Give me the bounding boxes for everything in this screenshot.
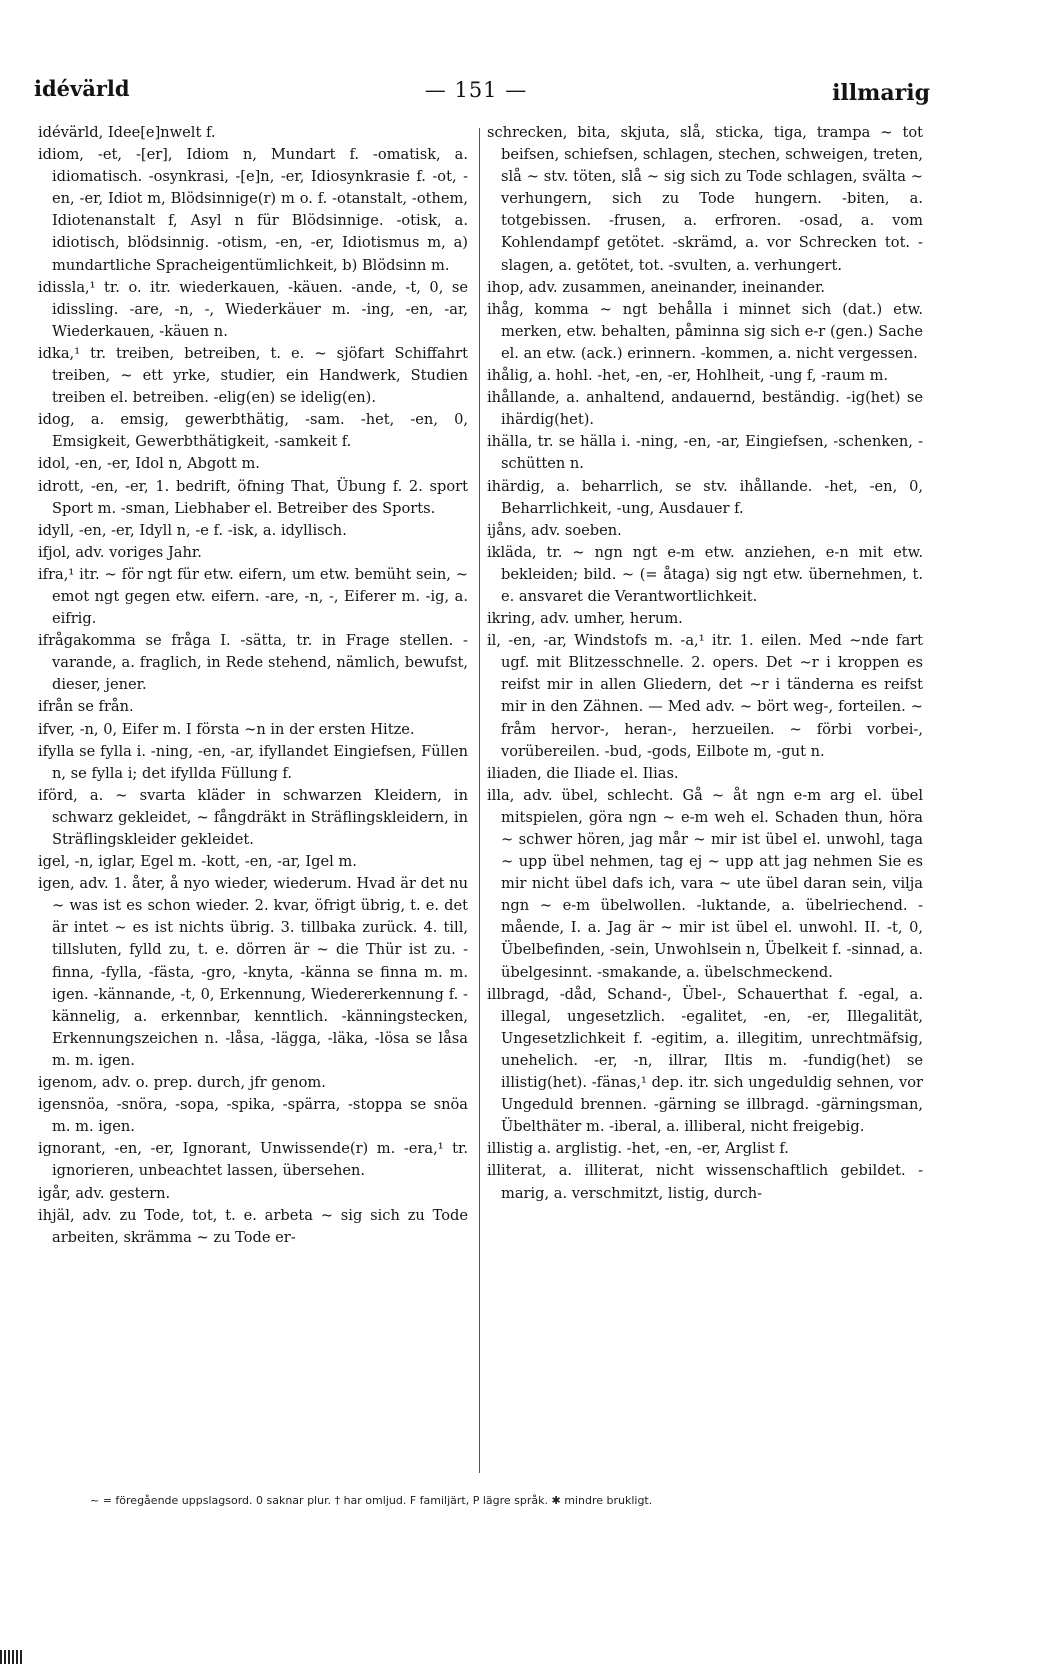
header-first-headword: idévärld <box>34 76 130 101</box>
dictionary-entry: idog, a. emsig, gewerbthätig, -sam. -het, -en, 0, Emsigkeit, Gewerbthätigkeit, -samkeit f. <box>38 411 468 451</box>
dictionary-entry: idévärld, Idee[e]nwelt f. <box>38 124 216 141</box>
dictionary-entry: ifver, -n, 0, Eifer m. I första ~n in der ersten Hitze. <box>38 720 415 738</box>
dictionary-entry: idissla,¹ tr. o. itr. wiederkauen, -käuen. -ande, -t, 0, se idissling. -are, -n, -, Wiederkäuer m. -ing, -en, -ar, Wiederkauen, -käuen n. <box>38 278 468 340</box>
dictionary-entry: ihälla, tr. se hälla i. -ning, -en, -ar, Eingiefsen, -schenken, -schütten n. <box>487 433 923 473</box>
abbreviation-legend: ~ = föregående uppslagsord. 0 saknar plur. † har omljud. F familjärt, P lägre språk. ✱ mindre brukligt. <box>90 1494 653 1507</box>
scan-edge-marks <box>0 1649 60 1663</box>
dictionary-entry: idyll, -en, -er, Idyll n, -e f. -isk, a. idyllisch. <box>38 521 347 539</box>
dictionary-entry: ijåns, adv. soeben. <box>487 521 622 539</box>
dictionary-entry: schrecken, bita, skjuta, slå, sticka, tiga, trampa ~ tot beifsen, schiefsen, schlagen, stechen, schweigen, treten, slå ~ stv. töten, slå ~ sig sich zu Tode schlagen, svälta ~ verhungern, sich zu Tode hungern. -biten, a. totgebissen. -frusen, a. erfroren. -osad, a. vom Kohlendampf getötet. -skrämd, a. vor Schrecken tot. -slagen, a. getötet, tot. -svulten, a. verhungert. <box>487 124 923 274</box>
dictionary-entry: ikläda, tr. ~ ngn ngt e-m etw. anziehen, e-n mit etw. bekleiden; bild. ~ (= åtaga) sig ngt etw. übernehmen, t. e. ansvaret die Verantwortlichkeit. <box>487 543 923 605</box>
dictionary-entry: igensnöa, -snöra, -sopa, -spika, -spärra, -stoppa se snöa m. m. igen. <box>38 1096 468 1136</box>
dictionary-entry: idol, -en, -er, Idol n, Abgott m. <box>38 455 260 473</box>
dictionary-entry: ihop, adv. zusammen, aneinander, ineinander. <box>487 278 825 296</box>
dictionary-entry: illistig a. arglistig. -het, -en, -er, Arglist f. <box>487 1140 789 1158</box>
dictionary-entry: ikring, adv. umher, herum. <box>487 610 683 628</box>
dictionary-entry: ifra,¹ itr. ~ för ngt für etw. eifern, um etw. bemüht sein, ~ emot ngt gegen etw. eifern. -are, -n, -, Eiferer m. -ig, a. eifrig. <box>38 565 468 628</box>
dictionary-entry: ifrån se från. <box>38 698 134 716</box>
dictionary-entry: ifrågakomma se fråga I. -sätta, tr. in Frage stellen. -varande, a. fraglich, in Rede stehend, nämlich, bewufst, dieser, jener. <box>38 632 468 694</box>
dictionary-entry: igenom, adv. o. prep. durch, jfr genom. <box>38 1074 326 1092</box>
dictionary-entry: idiom, -et, -[er], Idiom n, Mundart f. -omatisk, a. idiomatisch. -osynkrasi, -[e]n, -er, Idiosynkrasie f. -ot, -en, -er, Idiot m, Blödsinnige(r) m o. f. -otanstalt, -othem, Idiotenanstalt f, Asyl n für Blödsinnige. -otisk, a. idiotisch, blödsinnig. -otism, -en, -er, Idiotismus m, a) mundartliche Spracheigentümlichkeit, b) Blödsinn m. <box>38 146 468 274</box>
dictionary-entry: ifylla se fylla i. -ning, -en, -ar, ifyllandet Eingiefsen, Füllen n, se fylla i; det ifyllda Füllung f. <box>38 742 468 782</box>
dictionary-entry: ihållande, a. anhaltend, andauernd, beständig. -ig(het) se ihärdig(het). <box>487 389 923 429</box>
dictionary-entry: iliaden, die Iliade el. Ilias. <box>487 764 679 782</box>
dictionary-entry: illiterat, a. illiterat, nicht wissenschaftlich gebildet. -marig, a. verschmitzt, listig, durch- <box>487 1162 923 1202</box>
page-header <box>34 76 930 112</box>
dictionary-entry: illbragd, -dåd, Schand-, Übel-, Schauerthat f. -egal, a. illegal, ungesetzlich. -egalitet, -en, -er, Illegalität, Ungesetzlichkeit f. -egitim, a. illegitim, unrechtmäfsig, unehelich. -er, -n, illrar, Iltis m. -fundig(het) se illistig(het). -fänas,¹ dep. itr. sich ungeduldig sehnen, vor Ungeduld brennen. -gärning se illbragd. -gärningsman, Übelthäter m. -iberal, a. illiberal, nicht freigebig. <box>487 985 923 1136</box>
dictionary-entry: igen, adv. 1. åter, å nyo wieder, wiederum. Hvad är det nu ~ was ist es schon wieder. 2. kvar, öfrigt übrig, t. e. det är intet ~ es ist nichts übrig. 3. tillbaka zurück. 4. till, tillsluten, fylld zu, t. e. dörren är ~ die Thür ist zu. -finna, -fylla, -fästa, -gro, -knyta, -känna se finna m. m. igen. -kännande, -t, 0, Erkennung, Wiedererkennung f. -kännelig, a. erkennbar, kenntlich. -känningstecken, Erkennungszeichen n. -låsa, -lägga, -läka, -lösa se låsa m. m. igen. <box>38 875 468 1069</box>
dictionary-entry: iförd, a. ~ svarta kläder in schwarzen Kleidern, in schwarz gekleidet, ~ fångdräkt in Sträflingskleidern, in Sträflingskleider gekleidet. <box>38 786 468 848</box>
dictionary-entry: ignorant, -en, -er, Ignorant, Unwissende(r) m. -era,¹ tr. ignorieren, unbeachtet lassen, übersehen. <box>38 1140 468 1180</box>
column-divider <box>479 128 480 1473</box>
dictionary-entry: igel, -n, iglar, Egel m. -kott, -en, -ar, Igel m. <box>38 853 357 871</box>
dictionary-entry: ihålig, a. hohl. -het, -en, -er, Hohlheit, -ung f, -raum m. <box>487 367 889 385</box>
dictionary-entry: ihjäl, adv. zu Tode, tot, t. e. arbeta ~ sig sich zu Tode arbeiten, skrämma ~ zu Tode er- <box>38 1206 468 1246</box>
page-number: — 151 — <box>424 78 528 102</box>
dictionary-entry: illa, adv. übel, schlecht. Gå ~ åt ngn e-m arg el. übel mitspielen, göra ngn ~ e-m weh el. Schaden thun, höra ~ schwer hören, jag mår ~ mir ist übel el. unwohl, taga ~ upp übel nehmen, tag ej ~ upp att jag nehmen Sie es mir nicht übel dafs ich, vara ~ ute übel daran sein, vilja ngn ~ e-m übelwollen. -luktande, a. übelriechend. -mående, I. a. Jag är ~ mir ist übel el. unwohl. II. -t, 0, Übelbefinden, -sein, Unwohlsein n, Übelkeit f. -sinnad, a. übelgesinnt. -smakande, a. übelschmeckend. <box>487 786 923 981</box>
dictionary-entry: ihåg, komma ~ ngt behålla i minnet sich (dat.) etw. merken, etw. behalten, påminna sig sich e-r (gen.) Sache el. an etw. (ack.) erinnern. -kommen, a. nicht vergessen. <box>487 300 923 362</box>
dictionary-entry: igår, adv. gestern. <box>38 1184 171 1202</box>
dictionary-entry: il, -en, -ar, Windstofs m. -a,¹ itr. 1. eilen. Med ~nde fart ugf. mit Blitzesschnelle. 2. opers. Det ~r i kroppen es reifst mir in allen Gliedern, det ~r i tänderna es reifst mir in den Zähnen. — Med adv. ~ bört weg-, forteilen. ~ fråm hervor-, heran-, herzueilen. ~ förbi vorbei-, vorübereilen. -bud, -gods, Eilbote m, -gut n. <box>487 632 923 760</box>
dictionary-entry: ifjol, adv. voriges Jahr. <box>38 543 202 561</box>
right-column <box>487 122 923 1205</box>
dictionary-entry: idka,¹ tr. treiben, betreiben, t. e. ~ sjöfart Schiffahrt treiben, ~ ett yrke, studier, ein Handwerk, Studien treiben el. betreiben. -elig(en) se idelig(en). <box>38 344 468 407</box>
dictionary-entry: idrott, -en, -er, 1. bedrift, öfning That, Übung f. 2. sport Sport m. -sman, Liebhaber el. Betreiber des Sports. <box>38 477 468 517</box>
header-last-headword: illmarig <box>832 80 930 106</box>
dictionary-entry: ihärdig, a. beharrlich, se stv. ihållande. -het, -en, 0, Beharrlichkeit, -ung, Ausdauer f. <box>487 477 923 517</box>
left-column <box>38 122 468 1249</box>
